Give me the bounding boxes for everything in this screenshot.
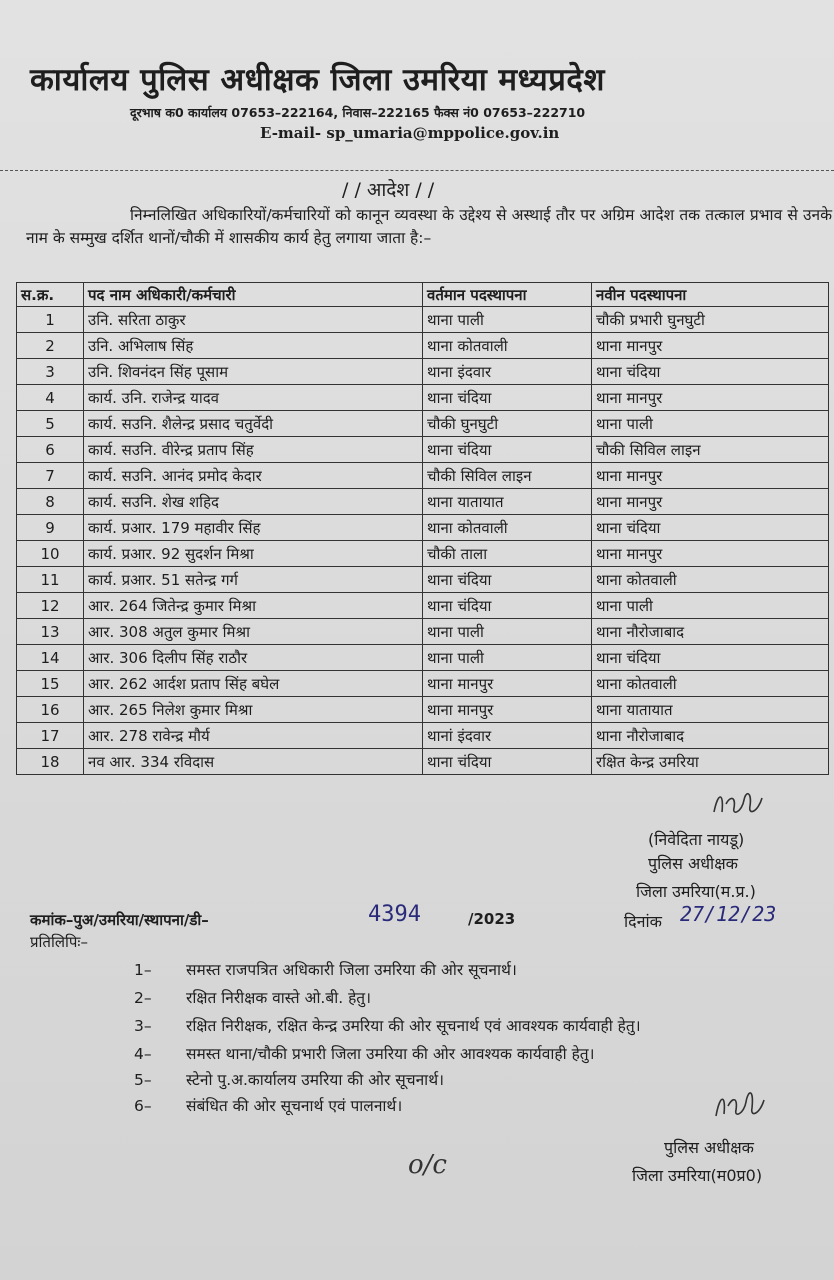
reference-number: 4394 [368,902,421,927]
table-row [17,567,829,593]
table-row [17,437,829,463]
reference-prefix: कमांक–पुअ/उमरिया/स्थापना/डी– [30,911,209,929]
header-divider [0,170,834,171]
cell-current-posting: थाना इंदवार [423,359,592,385]
cell-name: कार्य. प्रआर. 179 महावीर सिंह [84,515,423,541]
cell-name: आर. 265 निलेश कुमार मिश्रा [84,697,423,723]
copy-item: 4– समस्त थाना/चौकी प्रभारी जिला उमरिया की ओर आवश्यक कार्यवाही हेतु। [134,1045,595,1063]
cell-serial: 1 [17,307,84,333]
signatory-designation: पुलिस अधीक्षक [648,854,738,873]
cell-new-posting: थाना मानपुर [592,385,829,411]
cell-current-posting: थाना चंदिया [423,593,592,619]
cell-name: आर. 278 रावेन्द्र मौर्य [84,723,423,749]
table-row [17,697,829,723]
table-row [17,593,829,619]
handwritten-mark: o/c [408,1150,447,1180]
cell-serial: 8 [17,489,84,515]
cell-current-posting: थाना चंदिया [423,385,592,411]
table-row [17,463,829,489]
cell-new-posting: थाना नौरोजाबाद [592,619,829,645]
cell-current-posting: चौकी ताला [423,541,592,567]
cell-current-posting: थाना पाली [423,619,592,645]
cell-new-posting: थाना यातायात [592,697,829,723]
cell-serial: 18 [17,749,84,775]
table-row [17,515,829,541]
cell-name: उनि. सरिता ठाकुर [84,307,423,333]
cell-new-posting: चौकी प्रभारी घुनघुटी [592,307,829,333]
table-row [17,671,829,697]
cell-serial: 2 [17,333,84,359]
date-value: 27/12/23 [680,902,777,926]
cell-serial: 11 [17,567,84,593]
cell-name: उनि. अभिलाष सिंह [84,333,423,359]
cell-current-posting: चौकी घुनघुटी [423,411,592,437]
header-name: पद नाम अधिकारी/कर्मचारी [84,283,423,307]
signature-icon [708,782,768,822]
cell-serial: 9 [17,515,84,541]
copy-item: 1– समस्त राजपत्रित अधिकारी जिला उमरिया की ओर सूचनार्थ। [134,961,517,979]
cell-name: आर. 308 अतुल कुमार मिश्रा [84,619,423,645]
cell-new-posting: थाना नौरोजाबाद [592,723,829,749]
cell-current-posting: चौकी सिविल लाइन [423,463,592,489]
cell-new-posting: थाना मानपुर [592,541,829,567]
copy-item: 5– स्टेनो पु.अ.कार्यालय उमरिया की ओर सूचनार्थ। [134,1071,444,1089]
cell-name: आर. 262 आर्दश प्रताप सिंह बघेल [84,671,423,697]
cell-current-posting: थाना कोतवाली [423,515,592,541]
order-heading: / / आदेश / / [342,179,435,201]
cell-serial: 16 [17,697,84,723]
cell-new-posting: थाना चंदिया [592,359,829,385]
table-row [17,645,829,671]
cell-current-posting: थाना मानपुर [423,671,592,697]
signatory-block [648,828,744,876]
cell-name: कार्य. प्रआर. 92 सुदर्शन मिश्रा [84,541,423,567]
cell-new-posting: थाना कोतवाली [592,671,829,697]
cell-new-posting: थाना पाली [592,593,829,619]
table-header-row [17,283,829,307]
cell-serial: 17 [17,723,84,749]
cell-new-posting: थाना मानपुर [592,333,829,359]
table-row [17,749,829,775]
cell-name: कार्य. उनि. राजेन्द्र यादव [84,385,423,411]
table-body [17,307,829,775]
cell-name: कार्य. सउनि. आनंद प्रमोद केदार [84,463,423,489]
copy-label: प्रतिलिपिः– [30,933,88,951]
posting-table [16,282,829,775]
contact-line: दूरभाष क0 कार्यालय 07653–222164, निवास–222165 फैक्स नं0 07653–222710 [130,105,586,120]
cell-current-posting: थाना पाली [423,307,592,333]
table-row [17,333,829,359]
cell-new-posting: थाना कोतवाली [592,567,829,593]
cell-name: कार्य. सउनि. शेख शहिद [84,489,423,515]
cell-current-posting: थाना चंदिया [423,749,592,775]
email-line: E-mail- sp_umaria@mppolice.gov.in [260,124,560,142]
footer-district: जिला उमरिया(म0प्र0) [632,1166,763,1185]
signature-icon [708,1082,768,1124]
table-row [17,541,829,567]
cell-new-posting: थाना पाली [592,411,829,437]
cell-name: आर. 306 दिलीप सिंह राठौर [84,645,423,671]
cell-current-posting: थाना यातायात [423,489,592,515]
cell-current-posting: थाना कोतवाली [423,333,592,359]
cell-current-posting: थाना पाली [423,645,592,671]
signatory-district: जिला उमरिया(म.प्र.) [636,882,756,901]
cell-name: आर. 264 जितेन्द्र कुमार मिश्रा [84,593,423,619]
table-row [17,411,829,437]
date-label: दिनांक [624,912,662,931]
cell-serial: 14 [17,645,84,671]
footer-designation: पुलिस अधीक्षक [664,1138,754,1157]
copy-item: 2– रक्षित निरीक्षक वास्ते ओ.बी. हेतु। [134,989,372,1007]
cell-name: कार्य. सउनि. शैलेन्द्र प्रसाद चतुर्वेदी [84,411,423,437]
cell-new-posting: रक्षित केन्द्र उमरिया [592,749,829,775]
cell-serial: 12 [17,593,84,619]
table-row [17,489,829,515]
reference-year: /2023 [468,910,516,928]
office-title: कार्यालय पुलिस अधीक्षक जिला उमरिया मध्यप्रदेश [30,62,605,98]
cell-new-posting: थाना मानपुर [592,489,829,515]
cell-name: उनि. शिवनंदन सिंह पूसाम [84,359,423,385]
table-row [17,307,829,333]
signatory-name: (निवेदिता नायडू) [648,830,745,849]
cell-current-posting: थानां इंदवार [423,723,592,749]
cell-serial: 7 [17,463,84,489]
cell-serial: 10 [17,541,84,567]
cell-new-posting: थाना मानपुर [592,463,829,489]
cell-serial: 5 [17,411,84,437]
cell-name: नव आर. 334 रविदास [84,749,423,775]
table-row [17,619,829,645]
cell-name: कार्य. सउनि. वीरेन्द्र प्रताप सिंह [84,437,423,463]
cell-serial: 4 [17,385,84,411]
cell-new-posting: थाना चंदिया [592,645,829,671]
order-intro: निम्नलिखित अधिकारियों/कर्मचारियों को कानून व्यवस्था के उद्देश्य से अस्थाई तौर पर अग्रिम आदेश तक तत्काल प्रभाव से उनके नाम के सम्मुख दर्शित थानों/चौकी में शासकीय कार्य हेतु लगाया जाता है:– [26,206,832,247]
copy-item: 6– संबंधित की ओर सूचनार्थ एवं पालनार्थ। [134,1097,403,1115]
cell-current-posting: थाना मानपुर [423,697,592,723]
table-row [17,723,829,749]
header-new-posting: नवीन पदस्थापना [592,283,829,307]
cell-serial: 13 [17,619,84,645]
cell-name: कार्य. प्रआर. 51 सतेन्द्र गर्ग [84,567,423,593]
cell-current-posting: थाना चंदिया [423,567,592,593]
header-current-posting: वर्तमान पदस्थापना [423,283,592,307]
table-row [17,359,829,385]
cell-new-posting: चौकी सिविल लाइन [592,437,829,463]
table-row [17,385,829,411]
header-serial: स.क्र. [17,283,84,307]
cell-serial: 6 [17,437,84,463]
cell-current-posting: थाना चंदिया [423,437,592,463]
cell-serial: 3 [17,359,84,385]
cell-new-posting: थाना चंदिया [592,515,829,541]
copy-item: 3– रक्षित निरीक्षक, रक्षित केन्द्र उमरिया की ओर सूचनार्थ एवं आवश्यक कार्यवाही हेतु। [134,1017,641,1035]
cell-serial: 15 [17,671,84,697]
